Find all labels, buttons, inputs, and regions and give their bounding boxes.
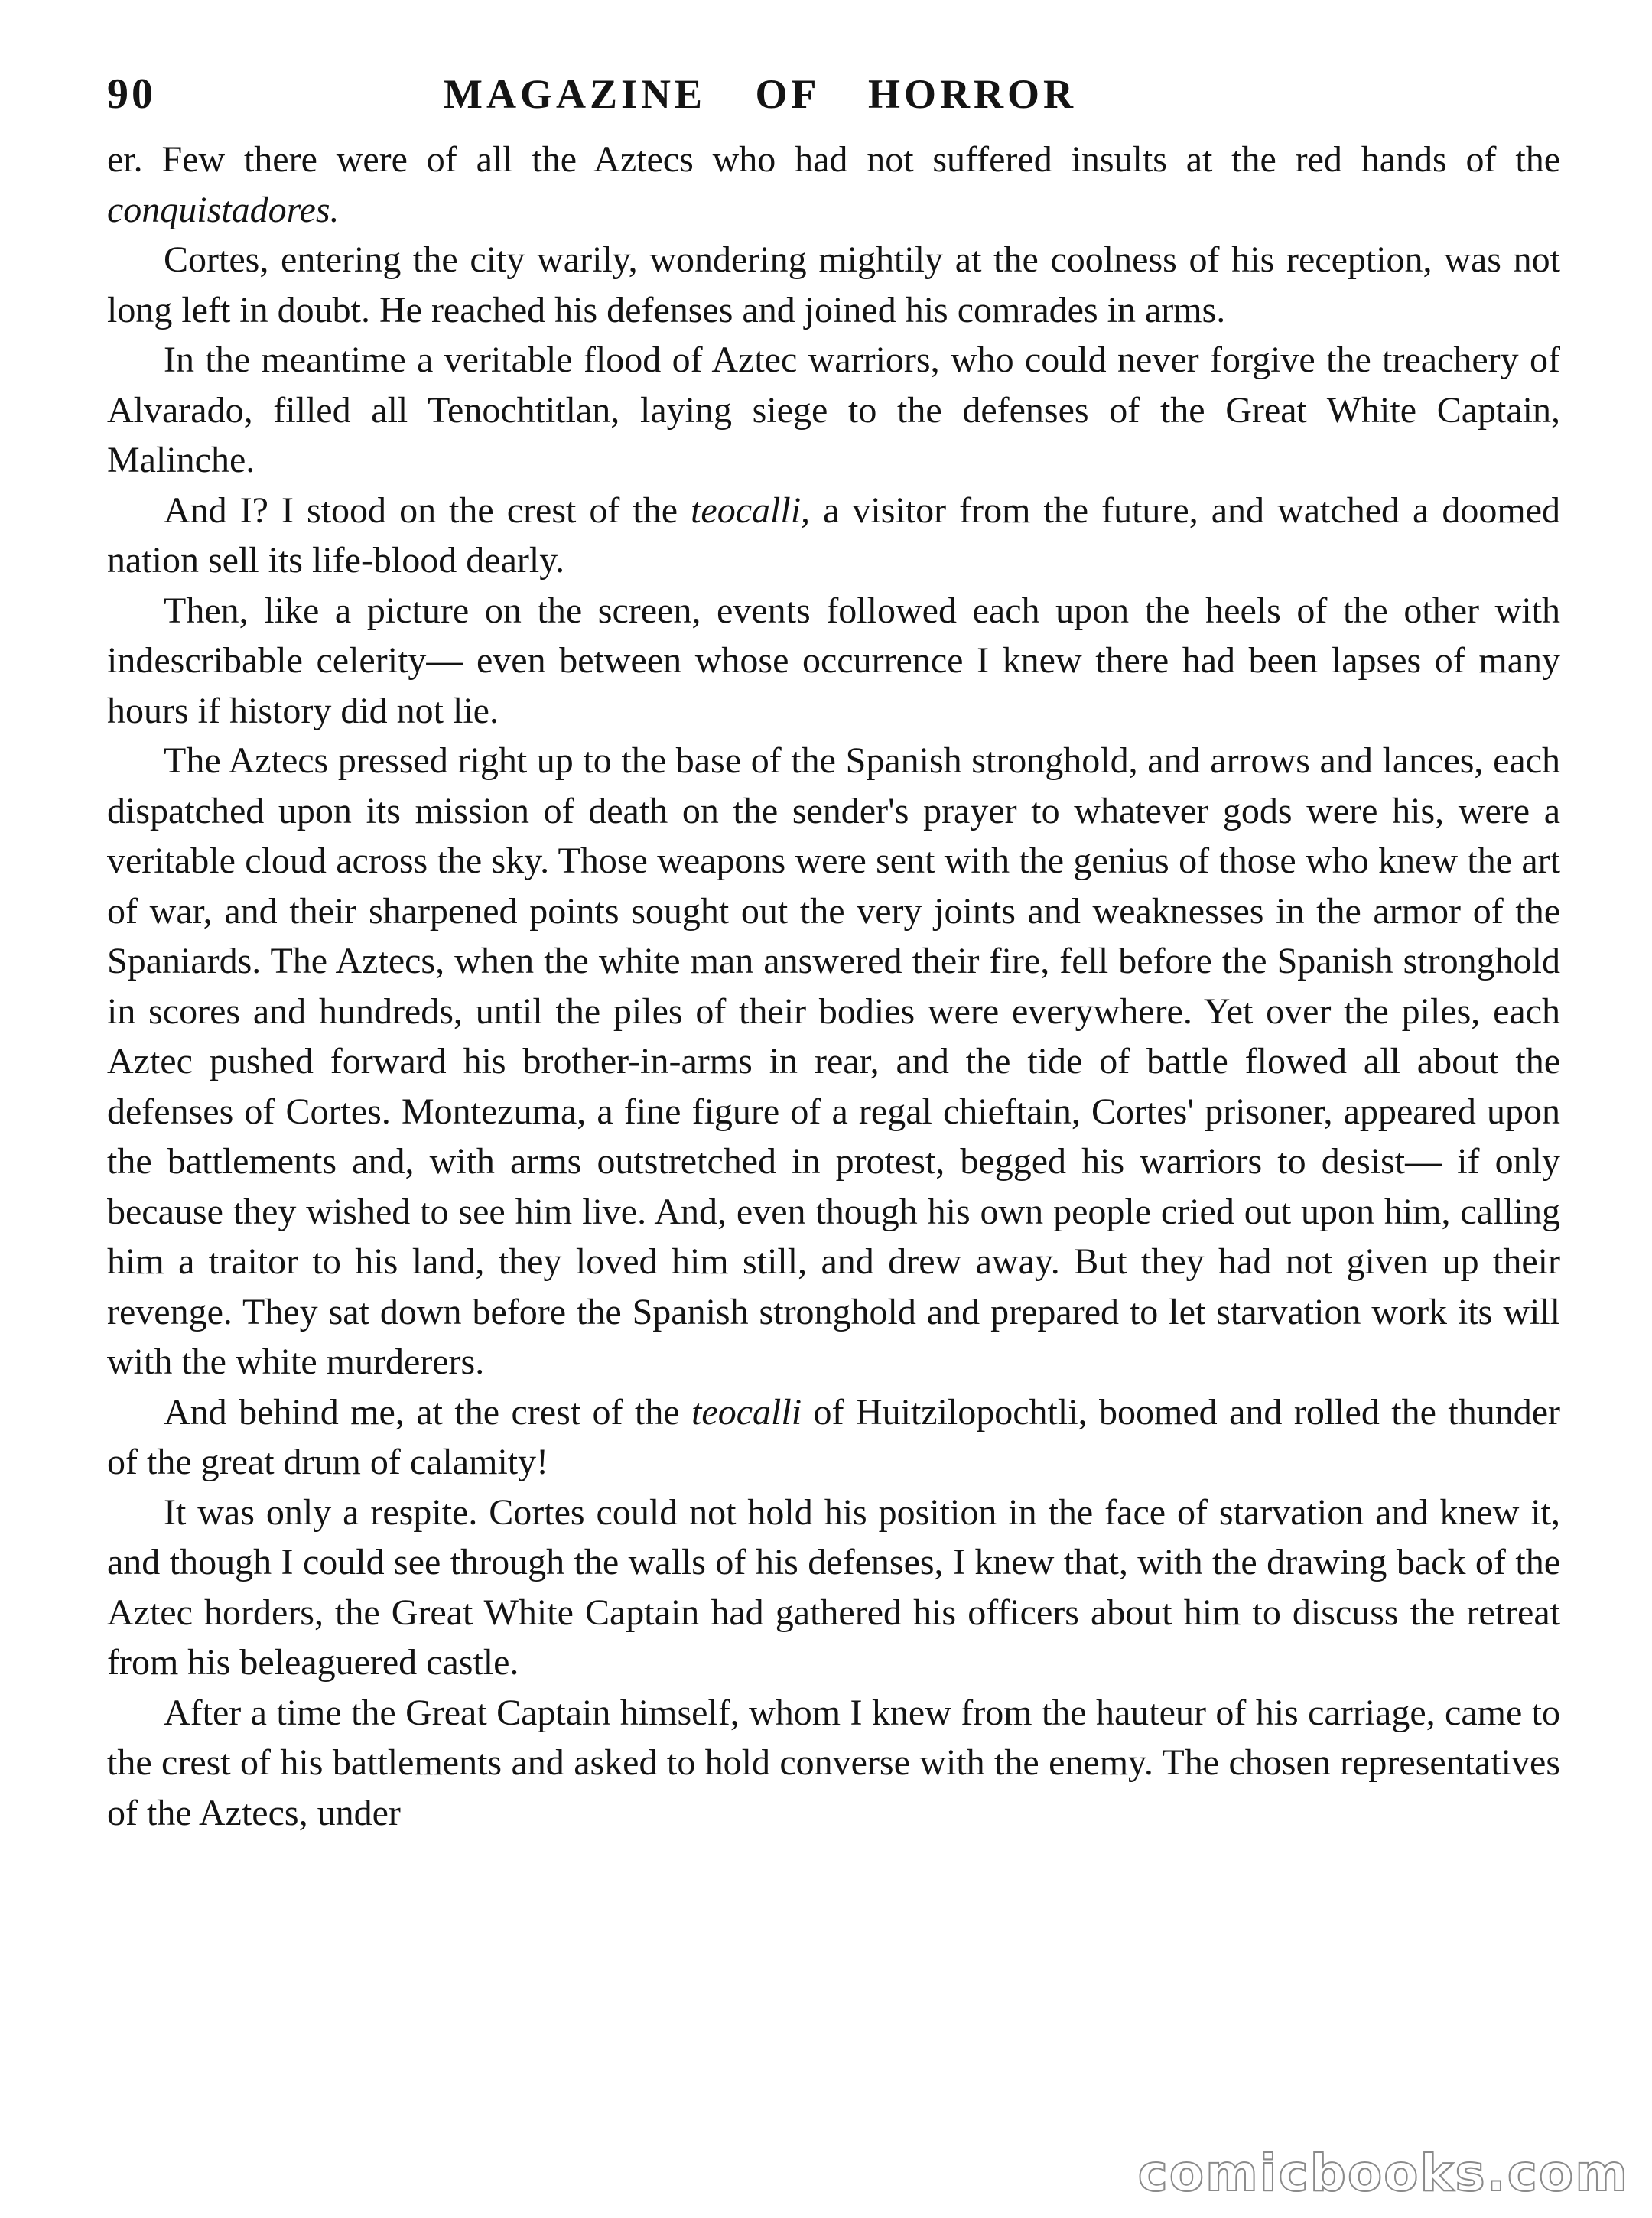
text-run: And I? I stood on the crest of the xyxy=(164,489,691,531)
text-run: In the meantime a veritable flood of Aztec warriors, who could never forgive the treachery of Alvarado, filled all Tenochtitlan, laying siege to the defenses of the Great White Captain, Malinche. xyxy=(107,340,1560,480)
italic-run: teocalli, xyxy=(691,489,811,531)
paragraph xyxy=(107,1688,1560,1839)
magazine-page xyxy=(107,67,1560,1838)
site-watermark: comicbooks.com xyxy=(1137,2144,1629,2203)
running-head xyxy=(107,67,1560,121)
italic-run: teocalli xyxy=(691,1391,802,1433)
text-run: of Huitzilopochtli, boomed and rolled the thunder of the great drum of calamity! xyxy=(107,1391,1560,1482)
text-run: Then, like a picture on the screen, events followed each upon the heels of the other with indescribable celerity— even between whose occurrence I knew there had been lapses of many hours if history did not lie. xyxy=(107,590,1560,731)
paragraph xyxy=(107,335,1560,486)
text-run: It was only a respite. Cortes could not hold his position in the face of starvation and knew it, and though I could see through the walls of his defenses, I knew that, with the drawing back of the Aztec horders, the Great White Captain had gathered his officers about him to discuss the retreat from his beleaguered castle. xyxy=(107,1491,1560,1683)
text-run: a visitor from the future, and watched a doomed nation sell its life-blood dearly. xyxy=(107,489,1561,581)
magazine-title: MAGAZINE OF HORROR xyxy=(444,71,1077,117)
text-run: er. Few there were of all the Aztecs who had not suffered insults at the red hands of the xyxy=(107,139,1560,180)
italic-run: conquistadores. xyxy=(107,189,340,230)
paragraph xyxy=(107,1387,1560,1488)
paragraph xyxy=(107,736,1560,1387)
paragraph xyxy=(107,1488,1560,1688)
story-body xyxy=(107,135,1560,1838)
paragraph xyxy=(107,486,1560,586)
text-run: Cortes, entering the city warily, wondering mightily at the coolness of his reception, was not long left in doubt. He reached his defenses and joined his comrades in arms. xyxy=(107,239,1560,330)
text-run: And behind me, at the crest of the xyxy=(164,1391,692,1433)
page-number: 90 xyxy=(107,70,156,118)
paragraph xyxy=(107,235,1560,335)
paragraph xyxy=(107,586,1560,737)
text-run: After a time the Great Captain himself, whom I knew from the hauteur of his carriage, came to the crest of his battlements and asked to hold converse with the enemy. The chosen representatives of the Aztecs, under xyxy=(107,1692,1560,1833)
text-run: The Aztecs pressed right up to the base of the Spanish stronghold, and arrows and lances, each dispatched upon its mission of death on the sender's prayer to whatever gods were his, were a veritable cloud across the sky. Those weapons were sent with the genius of those who knew the art of war, and their sharpened points sought out the very joints and weaknesses in the armor of the Spaniards. The Aztecs, when the white man answered their fire, fell before the Spanish stronghold in scores and hundreds, until the piles of their bodies were everywhere. Yet over the piles, each Aztec pushed forward his brother-in-arms in rear, and the tide of battle flowed all about the defenses of Cortes. Montezuma, a fine figure of a regal chieftain, Cortes' prisoner, appeared upon the battlements and, with arms outstretched in protest, begged his warriors to desist— if only because they wished to see him live. And, even though his own people cried out upon him, calling him a traitor to his land, they loved him still, and drew away. But they had not given up their revenge. They sat down before the Spanish stronghold and prepared to let starvation work its will with the white murderers. xyxy=(107,740,1560,1382)
paragraph xyxy=(107,135,1560,235)
